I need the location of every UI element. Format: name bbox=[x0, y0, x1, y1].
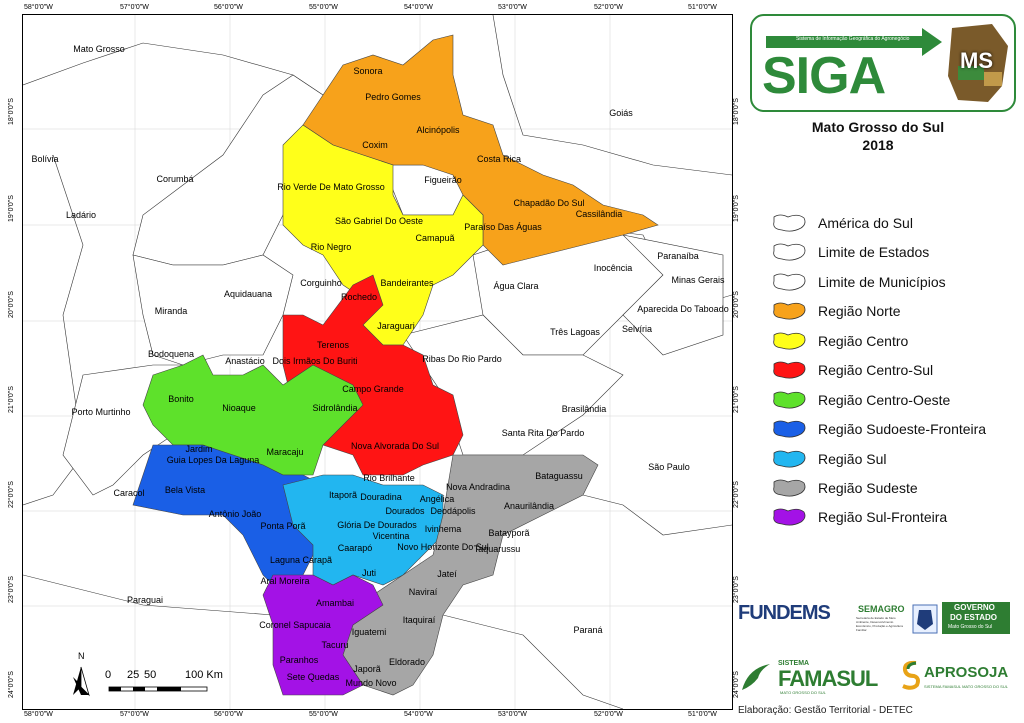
place-label: Guia Lopes Da Laguna bbox=[166, 455, 260, 465]
tick-right: 20°0'0"S bbox=[733, 291, 740, 318]
place-label: Anaurilândia bbox=[503, 501, 555, 511]
place-label: Paraíso Das Águas bbox=[464, 222, 542, 232]
tick-top: 53°0'0"W bbox=[498, 4, 527, 11]
legend-swatch-icon bbox=[770, 359, 808, 381]
place-label: Figueirão bbox=[424, 175, 462, 185]
place-label: Ponta Porã bbox=[260, 521, 306, 531]
tick-left: 21°0'0"S bbox=[8, 386, 15, 413]
legend-swatch-icon bbox=[770, 300, 808, 322]
place-label: Laguna Carapã bbox=[269, 555, 333, 565]
place-label: Bodoquena bbox=[147, 349, 195, 359]
legend-label: Região Sul bbox=[818, 451, 887, 467]
legend-swatch-icon bbox=[770, 506, 808, 528]
place-label: Aral Moreira bbox=[260, 576, 310, 586]
place-label: Cassilândia bbox=[575, 209, 623, 219]
map-year: 2018 bbox=[862, 137, 894, 153]
place-label: Paranaíba bbox=[657, 251, 699, 261]
tick-bottom: 57°0'0"W bbox=[120, 711, 149, 718]
place-label: Aquidauana bbox=[223, 289, 273, 299]
place-label: Caarapó bbox=[337, 543, 373, 553]
place-label: Miranda bbox=[154, 306, 188, 316]
siga-subtitle: Sistema de Informação Geográfica do Agronegócio bbox=[796, 36, 910, 42]
scale-label: 0 bbox=[105, 669, 112, 681]
legend-label: Limite de Estados bbox=[818, 244, 930, 260]
legend-label: Região Norte bbox=[818, 303, 901, 319]
place-label: São Paulo bbox=[648, 462, 690, 472]
legend-item bbox=[770, 477, 918, 499]
famasul-logo bbox=[740, 660, 900, 694]
place-label: Vicentina bbox=[372, 531, 410, 541]
tick-top: 55°0'0"W bbox=[309, 4, 338, 11]
scale-label: 25 bbox=[127, 669, 140, 681]
tick-left: 18°0'0"S bbox=[8, 98, 15, 125]
legend-item bbox=[770, 330, 908, 352]
legend-item bbox=[770, 241, 929, 263]
legend-swatch-icon bbox=[770, 477, 808, 499]
place-label: Jardim bbox=[185, 444, 213, 454]
place-label: Inocência bbox=[593, 263, 633, 273]
estado-text: DO ESTADO bbox=[950, 613, 997, 622]
aprosoja-s-icon bbox=[900, 660, 922, 690]
place-label: Porto Murtinho bbox=[71, 407, 131, 417]
tick-top: 52°0'0"W bbox=[594, 4, 623, 11]
legend-swatch-icon bbox=[770, 418, 808, 440]
legend-item bbox=[770, 418, 986, 440]
place-label: São Gabriel Do Oeste bbox=[334, 216, 424, 226]
scale-label: 50 bbox=[144, 669, 157, 681]
place-label: Coronel Sapucaia bbox=[259, 620, 331, 630]
place-label: Deodápolis bbox=[430, 506, 476, 516]
tick-top: 58°0'0"W bbox=[24, 4, 53, 11]
place-label: Rio Negro bbox=[310, 242, 352, 252]
tick-left: 22°0'0"S bbox=[8, 481, 15, 508]
famasul-text: FAMASUL bbox=[778, 666, 878, 691]
place-label: Sete Quedas bbox=[286, 672, 340, 682]
place-label: Bataguassu bbox=[535, 471, 583, 481]
place-label: Paraguai bbox=[126, 595, 164, 605]
tick-top: 51°0'0"W bbox=[688, 4, 717, 11]
place-label: Costa Rica bbox=[476, 154, 522, 164]
legend-label: Região Sul-Fronteira bbox=[818, 509, 948, 525]
place-label: Nova Alvorada Do Sul bbox=[350, 441, 440, 451]
place-label: Mundo Novo bbox=[345, 678, 397, 688]
tick-bottom: 55°0'0"W bbox=[309, 711, 338, 718]
north-label: N bbox=[78, 651, 85, 661]
place-label: Aparecida Do Taboado bbox=[637, 304, 729, 314]
tick-right: 22°0'0"S bbox=[733, 481, 740, 508]
place-label: Batayporã bbox=[488, 528, 530, 538]
semagro-text: SEMAGRO bbox=[858, 604, 905, 614]
tick-top: 56°0'0"W bbox=[214, 4, 243, 11]
place-label: Bolívia bbox=[31, 154, 59, 164]
fundems-text: FUNDEMS bbox=[738, 602, 830, 624]
tick-right: 21°0'0"S bbox=[733, 386, 740, 413]
place-label: Corguinho bbox=[300, 278, 342, 288]
legend-swatch-icon bbox=[770, 448, 808, 470]
ms-badge: MS bbox=[960, 48, 993, 73]
legend-label: Região Sudeste bbox=[818, 480, 918, 496]
legend-item bbox=[770, 389, 950, 411]
place-label: Douradina bbox=[360, 492, 402, 502]
legend-item bbox=[770, 271, 946, 293]
place-label: Naviraí bbox=[408, 587, 438, 597]
place-label: Amambai bbox=[315, 598, 355, 608]
legend-label: Região Centro-Oeste bbox=[818, 392, 951, 408]
aprosoja-subtitle: SISTEMA FAMASUL MATO GROSSO DO SUL bbox=[924, 684, 1008, 689]
place-label: Eldorado bbox=[388, 657, 426, 667]
place-label: Pedro Gomes bbox=[365, 92, 421, 102]
siga-logo bbox=[750, 14, 1016, 112]
famasul-leaf-icon bbox=[740, 662, 774, 692]
place-label: Taquarussu bbox=[473, 544, 521, 554]
place-label: Minas Gerais bbox=[671, 275, 725, 285]
state-crest-icon bbox=[912, 604, 938, 634]
tick-left: 24°0'0"S bbox=[8, 671, 15, 698]
place-label: Bonito bbox=[168, 394, 194, 404]
place-label: Sidrolândia bbox=[312, 403, 358, 413]
place-label: Rio Verde De Mato Grosso bbox=[277, 182, 385, 192]
legend-item bbox=[770, 506, 947, 528]
fundems-logo bbox=[738, 602, 830, 625]
place-label: Campo Grande bbox=[342, 384, 404, 394]
place-label: Paraná bbox=[573, 625, 603, 635]
legend-label: Região Sudoeste-Fronteira bbox=[818, 421, 987, 437]
tick-left: 23°0'0"S bbox=[8, 576, 15, 603]
legend-swatch-icon bbox=[770, 389, 808, 411]
place-label: Chapadão Do Sul bbox=[513, 198, 585, 208]
map-title: Mato Grosso do Sul bbox=[811, 119, 945, 135]
place-label: Jaraguari bbox=[377, 321, 415, 331]
tick-top: 57°0'0"W bbox=[120, 4, 149, 11]
legend-item bbox=[770, 448, 887, 470]
tick-bottom: 52°0'0"W bbox=[594, 711, 623, 718]
place-label: Juti bbox=[361, 568, 377, 578]
place-label: Dois Irmãos Do Buriti bbox=[272, 356, 358, 366]
place-label: Sonora bbox=[353, 66, 383, 76]
legend-item bbox=[770, 300, 901, 322]
place-label: Nova Andradina bbox=[445, 482, 511, 492]
place-label: Ivinhema bbox=[424, 524, 462, 534]
tick-right: 23°0'0"S bbox=[733, 576, 740, 603]
aprosoja-text: APROSOJA bbox=[924, 664, 1009, 681]
legend-swatch-icon bbox=[770, 212, 808, 234]
place-label: Maracaju bbox=[266, 447, 304, 457]
state-name-text: Mato Grosso do Sul bbox=[948, 624, 993, 630]
place-label: Terenos bbox=[316, 340, 350, 350]
place-label: Iguatemi bbox=[351, 627, 387, 637]
place-label: Rochedo bbox=[340, 292, 378, 302]
legend-label: Região Centro-Sul bbox=[818, 362, 934, 378]
famasul-subtitle: MATO GROSSO DO SUL bbox=[780, 690, 826, 695]
place-label: Jateí bbox=[437, 569, 457, 579]
semagro-subtitle: Secretaria de Estado de Meio Ambiente, Desenvolvimento Econômico, Produção e Agricultura Familiar bbox=[856, 616, 903, 632]
legend-swatch-icon bbox=[770, 330, 808, 352]
legend-item bbox=[770, 212, 913, 234]
place-label: Itaporã bbox=[328, 490, 358, 500]
map-panel[interactable] bbox=[22, 14, 733, 710]
place-label: Japorã bbox=[353, 664, 381, 674]
governo-logo bbox=[912, 602, 1012, 636]
tick-left: 20°0'0"S bbox=[8, 291, 15, 318]
place-label: Nioaque bbox=[222, 403, 256, 413]
place-label: Dourados bbox=[385, 506, 425, 516]
tick-bottom: 54°0'0"W bbox=[404, 711, 433, 718]
tick-bottom: 51°0'0"W bbox=[688, 711, 717, 718]
legend-label: Limite de Municípios bbox=[818, 274, 946, 290]
place-label: Goiás bbox=[609, 108, 633, 118]
famasul-top-text: SISTEMA bbox=[778, 660, 810, 667]
tick-bottom: 58°0'0"W bbox=[24, 711, 53, 718]
legend-item bbox=[770, 359, 933, 381]
legend-swatch-icon bbox=[770, 271, 808, 293]
tick-right: 24°0'0"S bbox=[733, 671, 740, 698]
place-label: Novo Horizonte Do Sul bbox=[397, 542, 489, 552]
credit-text: Elaboração: Gestão Territorial - DETEC bbox=[738, 705, 913, 716]
place-label: Glória De Dourados bbox=[337, 520, 417, 530]
place-label: Brasilândia bbox=[561, 404, 607, 414]
place-label: Anastácio bbox=[225, 356, 265, 366]
place-label: Tacuru bbox=[321, 640, 349, 650]
tick-right: 19°0'0"S bbox=[733, 195, 740, 222]
place-label: Antônio João bbox=[208, 509, 262, 519]
place-label: Corumbá bbox=[156, 174, 194, 184]
place-label: Santa Rita Do Pardo bbox=[501, 428, 585, 438]
place-label: Coxim bbox=[362, 140, 388, 150]
governo-text: GOVERNO bbox=[954, 603, 995, 612]
place-label: Alcinópolis bbox=[416, 125, 460, 135]
place-label: Bandeirantes bbox=[380, 278, 434, 288]
place-label: Rio Brilhante bbox=[363, 473, 415, 483]
place-label: Ladário bbox=[65, 210, 97, 220]
place-label: Selvíria bbox=[621, 324, 653, 334]
tick-top: 54°0'0"W bbox=[404, 4, 433, 11]
semagro-logo bbox=[834, 604, 906, 638]
place-label: Três Lagoas bbox=[550, 327, 600, 337]
legend-label: Região Centro bbox=[818, 333, 909, 349]
legend-swatch-icon bbox=[770, 241, 808, 263]
place-label: Itaquiraí bbox=[402, 615, 436, 625]
side-panel bbox=[738, 8, 1018, 720]
tick-right: 18°0'0"S bbox=[733, 98, 740, 125]
place-label: Água Clara bbox=[493, 281, 539, 291]
tick-left: 19°0'0"S bbox=[8, 195, 15, 222]
tick-bottom: 56°0'0"W bbox=[214, 711, 243, 718]
place-label: Paranhos bbox=[279, 655, 319, 665]
place-label: Ribas Do Rio Pardo bbox=[422, 354, 502, 364]
aprosoja-logo bbox=[900, 658, 1018, 694]
tick-bottom: 53°0'0"W bbox=[498, 711, 527, 718]
place-label: Bela Vista bbox=[164, 485, 206, 495]
place-label: Camapuã bbox=[415, 233, 455, 243]
scale-label: 100 Km bbox=[185, 669, 223, 681]
place-label: Angélica bbox=[419, 494, 455, 504]
legend-label: América do Sul bbox=[818, 215, 913, 231]
place-label: Caracol bbox=[113, 488, 145, 498]
place-label: Mato Grosso bbox=[73, 44, 125, 54]
siga-wordmark: SIGA bbox=[762, 47, 886, 105]
